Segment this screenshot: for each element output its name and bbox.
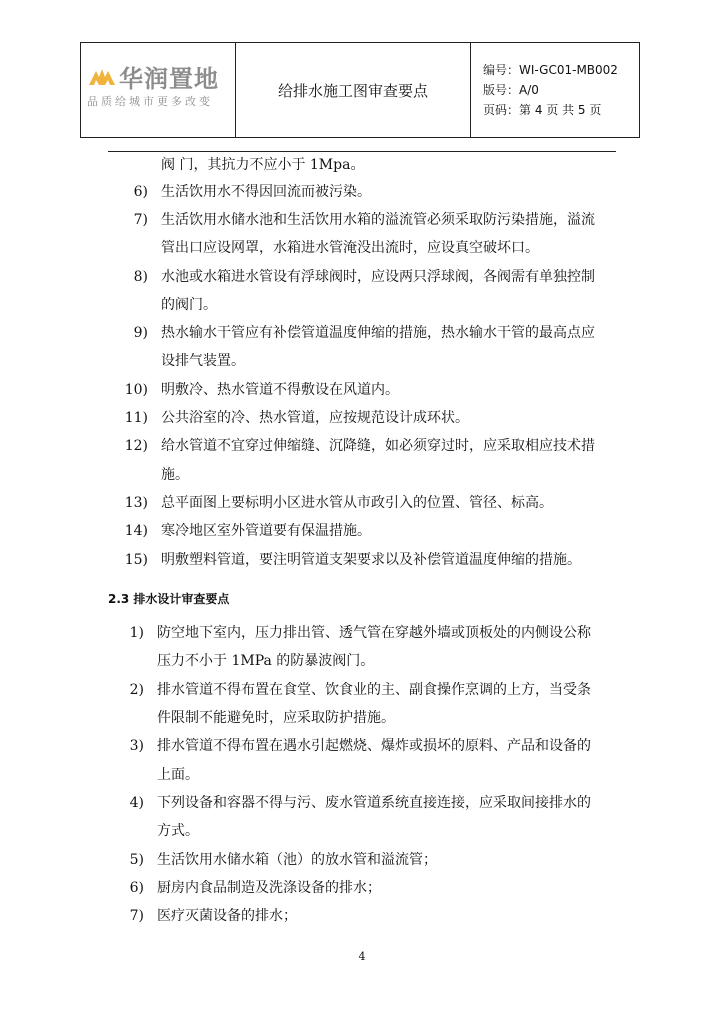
list-item-text: 明敷冷、热水管道不得敷设在风道内。 (161, 382, 399, 398)
doc-number: 编号：WI-GC01-MB002 (483, 63, 618, 77)
document-title: 给排水施工图审查要点 (236, 43, 471, 138)
list-item-number: 13) (124, 495, 148, 511)
list-item-text: 给水管道不宜穿过伸缩缝、沉降缝，如必须穿过时，应采取相应技术措 (161, 438, 595, 454)
header-divider (108, 151, 616, 152)
list-item-number: 15) (124, 552, 148, 568)
list-item-text: 寒冷地区室外管道要有保温措施。 (161, 523, 371, 539)
doc-version: 版号：A/0 (483, 83, 539, 97)
logo-mark-icon (89, 63, 115, 87)
list-item-text: 公共浴室的冷、热水管道，应按规范设计成环状。 (161, 410, 469, 426)
list-item-text: 热水输水干管应有补偿管道温度伸缩的措施，热水输水干管的最高点应 (161, 325, 595, 341)
list-item-number: 10) (124, 382, 148, 398)
list-item-text: 施。 (161, 467, 189, 483)
doc-page-info: 页码：第 4 页 共 5 页 (483, 103, 602, 117)
continuation-line: 阀 门，其抗力不应小于 1Mpa。 (161, 157, 365, 173)
section-heading: 2.3 排水设计审查要点 (108, 592, 230, 606)
list-item-number: 14) (124, 523, 148, 539)
list-item-number: 7) (133, 212, 148, 228)
list-item-text: 下列设备和容器不得与污、废水管道系统直接连接，应采取间接排水的 (157, 795, 591, 811)
list-item-text: 总平面图上要标明小区进水管从市政引入的位置、管径、标高。 (161, 495, 553, 511)
list-item-number: 4) (129, 795, 144, 811)
company-name: 华润置地 (119, 65, 219, 93)
list-item-number: 5) (129, 852, 144, 868)
list-item-text: 医疗灭菌设备的排水； (157, 908, 297, 924)
list-item-text: 生活饮用水储水箱（池）的放水管和溢流管； (157, 852, 437, 868)
list-item-text: 水池或水箱进水管设有浮球阀时，应设两只浮球阀，各阀需有单独控制 (161, 269, 595, 285)
list-item-number: 6) (129, 880, 144, 896)
list-item-number: 11) (124, 410, 148, 426)
company-slogan: 品质给城市更多改变 (87, 95, 213, 108)
list-item-text: 生活饮用水不得因回流而被污染。 (161, 184, 371, 200)
list-item-number: 7) (129, 908, 144, 924)
list-item-number: 12) (124, 438, 148, 454)
list-item-text: 设排气装置。 (161, 353, 245, 369)
page-number: 4 (358, 950, 366, 963)
list-item-text: 的阀门。 (161, 297, 217, 313)
list-item-number: 9) (133, 325, 148, 341)
list-item-number: 2) (129, 682, 144, 698)
list-item-number: 8) (133, 269, 148, 285)
list-item-text: 件限制不能避免时，应采取防护措施。 (157, 710, 395, 726)
list-item-text: 明敷塑料管道，要注明管道支架要求以及补偿管道温度伸缩的措施。 (161, 552, 581, 568)
list-item-text: 排水管道不得布置在食堂、饮食业的主、副食操作烹调的上方，当受条 (157, 682, 591, 698)
logo-cell (81, 43, 236, 138)
company-logo (87, 59, 233, 125)
list-item-text: 方式。 (157, 823, 199, 839)
list-item-text: 防空地下室内，压力排出管、透气管在穿越外墙或顶板处的内侧设公称 (157, 625, 591, 641)
list-item-number: 3) (129, 738, 144, 754)
list-item-text: 厨房内食品制造及洗涤设备的排水； (157, 880, 381, 896)
list-item-number: 1) (129, 625, 144, 641)
list-item-text: 排水管道不得布置在遇水引起燃烧、爆炸或损坏的原料、产品和设备的 (157, 738, 591, 754)
list-item-text: 生活饮用水储水池和生活饮用水箱的溢流管必须采取防污染措施，溢流 (161, 212, 595, 228)
list-item-text: 压力不小于 1MPa 的防暴波阀门。 (157, 653, 375, 669)
document-meta (471, 43, 640, 138)
list-item-number: 6) (133, 184, 148, 200)
list-item-text: 上面。 (157, 767, 199, 783)
document-header (80, 42, 640, 138)
list-item-text: 管出口应设网罩，水箱进水管淹没出流时，应设真空破坏口。 (161, 240, 539, 256)
